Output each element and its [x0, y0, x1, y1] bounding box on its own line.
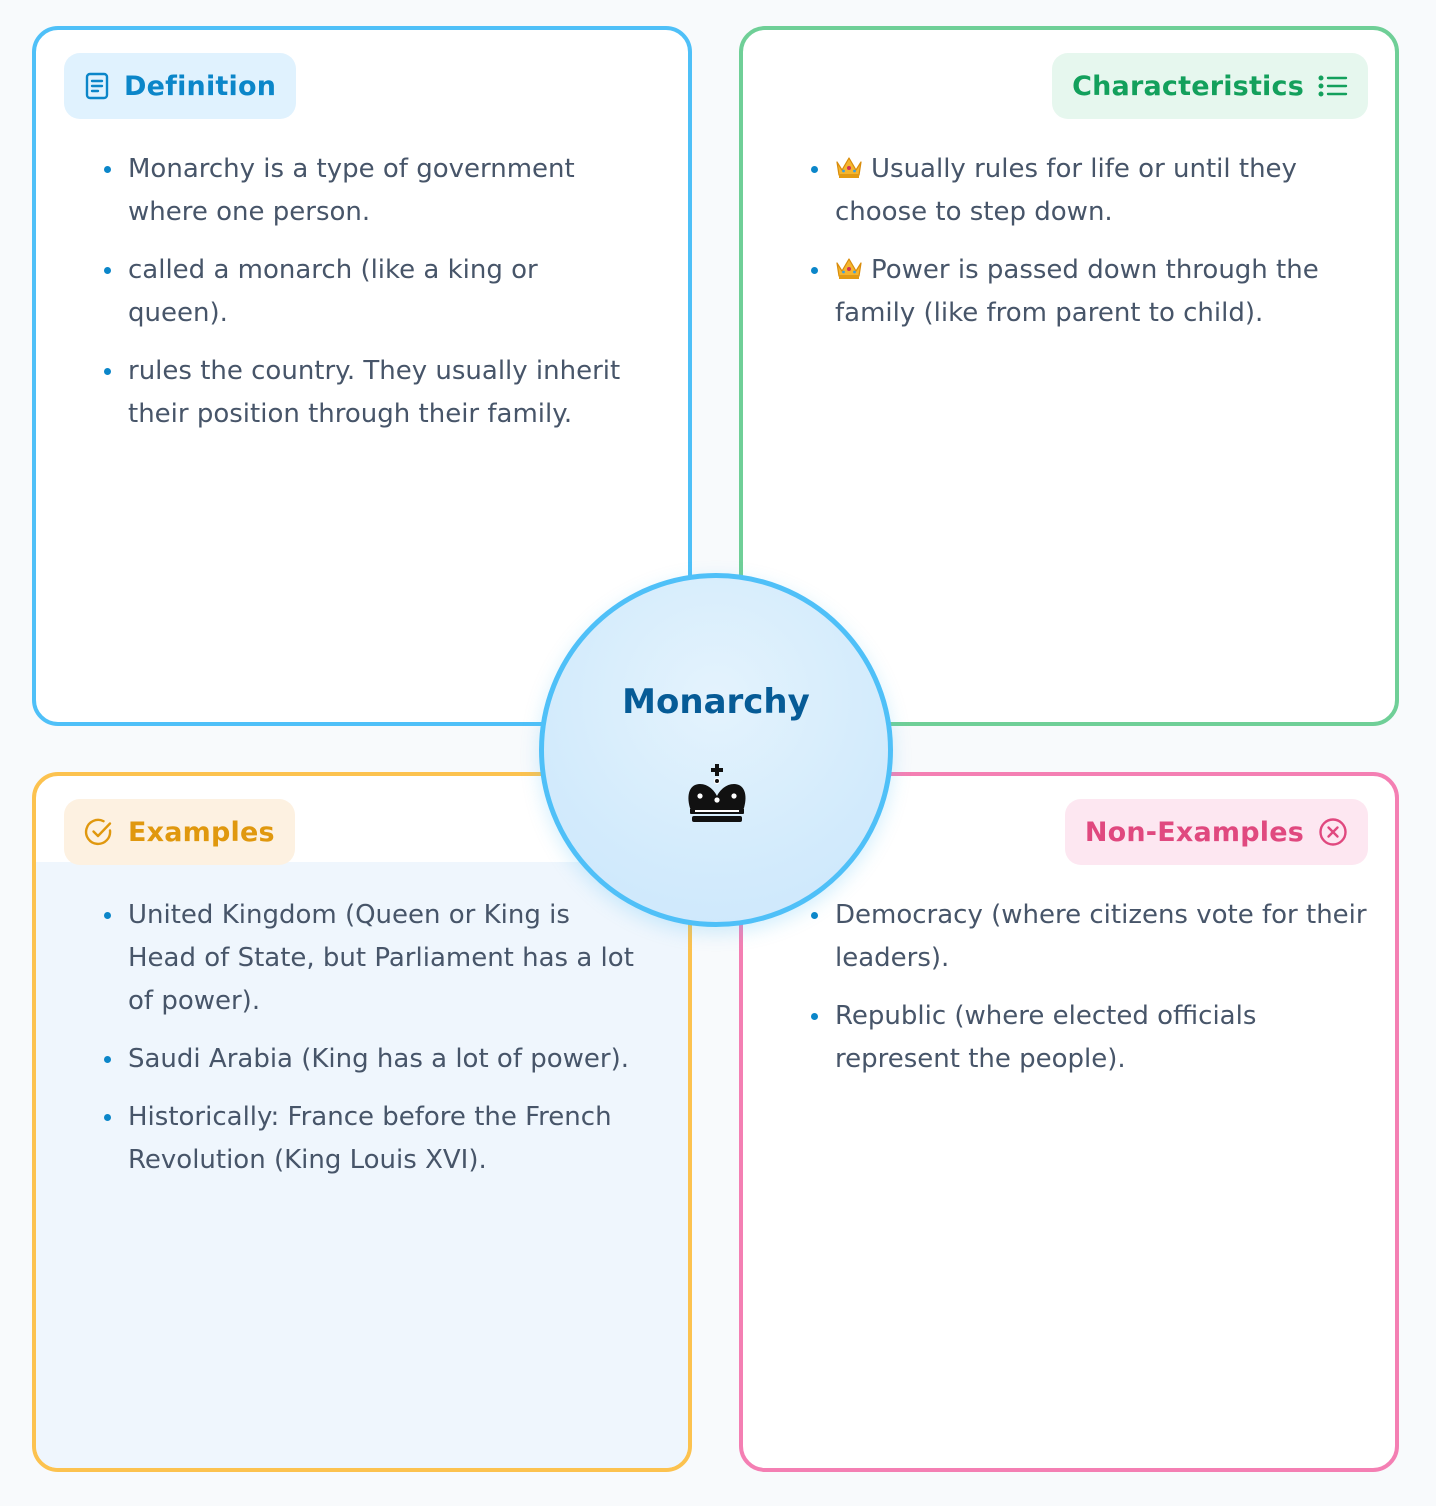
- definition-header: [64, 53, 296, 119]
- examples-title: Examples: [128, 816, 275, 848]
- crown-icon: [682, 764, 752, 824]
- center-concept: [539, 573, 893, 927]
- examples-header: [64, 799, 295, 865]
- document-icon: [84, 72, 110, 100]
- non-examples-header: [1065, 799, 1368, 865]
- check-circle-icon: [84, 817, 114, 847]
- characteristic-text: Usually rules for life or until they choose to step down.: [835, 154, 1297, 227]
- characteristics-list: [811, 148, 1371, 350]
- characteristic-text: Power is passed down through the family (like from parent to child).: [835, 255, 1319, 328]
- x-circle-icon: [1318, 817, 1348, 847]
- examples-list: [104, 894, 644, 1197]
- list-item: Democracy (where citizens vote for their leaders).: [811, 894, 1371, 980]
- list-item: Historically: France before the French Revolution (King Louis XVI).: [104, 1096, 644, 1182]
- list-item: Monarchy is a type of government where one person.: [104, 148, 644, 234]
- definition-list: [104, 148, 644, 451]
- non-examples-list: [811, 894, 1371, 1096]
- crown-emoji-icon: [835, 154, 863, 180]
- definition-title: Definition: [124, 70, 277, 102]
- list-item: United Kingdom (Queen or King is Head of State, but Parliament has a lot of power).: [104, 894, 644, 1023]
- characteristics-header: [1052, 53, 1368, 119]
- list-item: [811, 148, 1371, 234]
- list-icon: [1318, 74, 1348, 98]
- center-title: Monarchy: [622, 682, 810, 722]
- characteristics-title: Characteristics: [1072, 70, 1304, 102]
- list-item: Republic (where elected officials represent the people).: [811, 995, 1371, 1081]
- list-item: Saudi Arabia (King has a lot of power).: [104, 1038, 644, 1081]
- list-item: [811, 249, 1371, 335]
- list-item: called a monarch (like a king or queen).: [104, 249, 644, 335]
- list-item: rules the country. They usually inherit their position through their family.: [104, 350, 644, 436]
- crown-emoji-icon: [835, 255, 863, 281]
- non-examples-title: Non-Examples: [1084, 816, 1304, 848]
